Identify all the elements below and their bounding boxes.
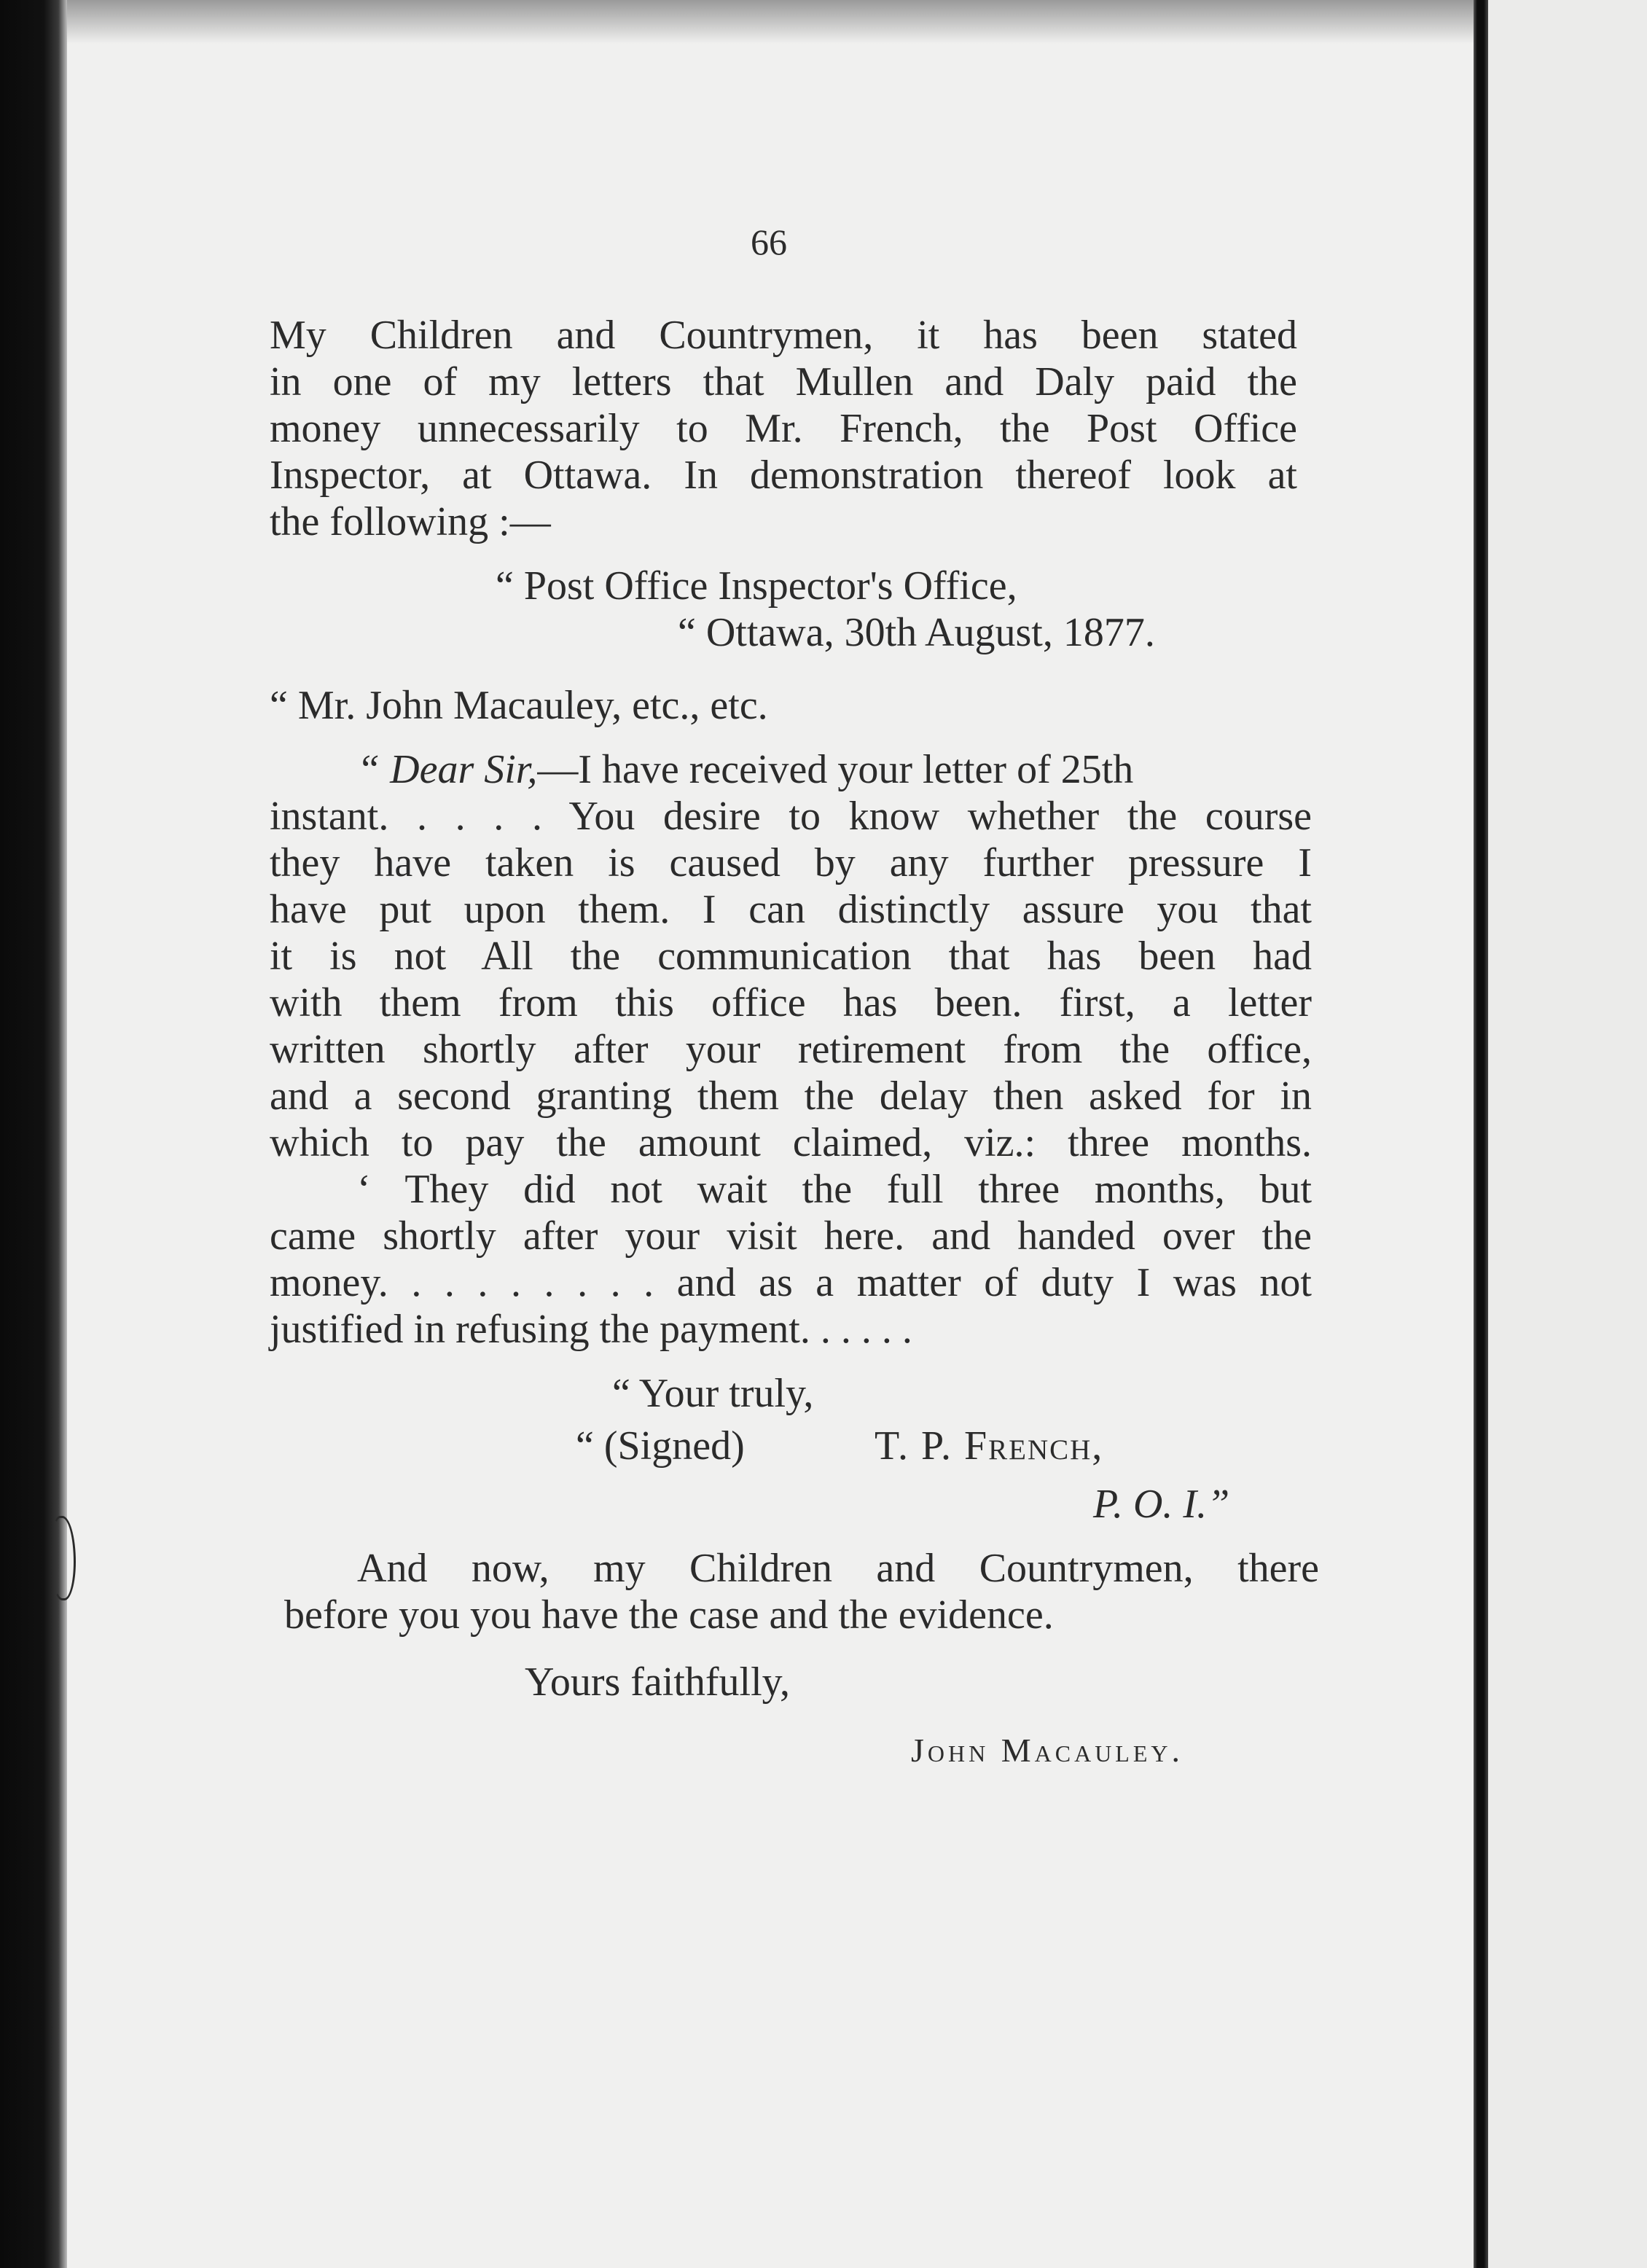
letter-addressee: “ Mr. John Macauley, etc., etc. [270,683,768,728]
book-left-edge [0,0,67,2268]
valediction: Yours faithfully, [525,1659,791,1705]
letter-first-line [357,746,1133,793]
letter-body-line: and a second granting them the delay then asked for in [270,1074,1312,1119]
intro-line: in one of my letters that Mullen and Daly paid the [270,359,1297,404]
letter-closing: “ Your truly, [612,1371,814,1416]
intro-line: My Children and Countrymen, it has been stated [270,313,1297,358]
letter-origin: “ Post Office Inspector's Office, [496,563,1017,609]
intro-line: Inspector, at Ottawa. In demonstration thereof look at [270,453,1297,498]
letter-body-line: —I have received your letter of 25th [537,747,1134,792]
letter-body-line: came shortly after your visit here. and handed over the [270,1213,1312,1259]
facing-page-edge [1488,0,1647,2268]
intro-line: the following :— [270,499,551,544]
intro-line: money unnecessarily to Mr. French, the Post Office [270,406,1297,451]
author-signature: John Macauley. [911,1732,1184,1769]
letter-body-line: instant. . . . . You desire to know whether the course [270,794,1312,839]
letter-body-line: money. . . . . . . . . and as a matter of duty I was not [270,1260,1312,1305]
letter-body-line: it is not All the communication that has been had [270,934,1312,979]
letter-date: “ Ottawa, 30th August, 1877. [678,610,1155,655]
letter-body-line: written shortly after your retirement from the office, [270,1027,1312,1072]
page-number: 66 [751,222,787,262]
signed-label: “ (Signed) [576,1423,745,1469]
letter-body-line: ‘ They did not wait the full three months, but [357,1167,1312,1212]
letter-body-line: they have taken is caused by any further pressure I [270,840,1312,885]
page-top-shadow [67,0,1474,44]
conclusion-line: And now, my Children and Countrymen, there [357,1546,1319,1591]
letter-salutation: “ Dear Sir, [357,747,538,792]
book-gutter [1474,0,1488,2268]
letter-body-line: which to pay the amount claimed, viz.: three months. [270,1120,1312,1165]
letter-body-line: justified in refusing the payment. . . . . . [270,1307,912,1352]
letter-signer-title: P. O. I.” [1093,1482,1230,1527]
letter-body-line: with them from this office has been. first, a letter [270,980,1312,1025]
conclusion-line: before you you have the case and the evidence. [284,1592,1054,1638]
letter-body-line: have put upon them. I can distinctly assure you that [270,887,1312,932]
letter-signer: T. P. French, [875,1423,1104,1469]
